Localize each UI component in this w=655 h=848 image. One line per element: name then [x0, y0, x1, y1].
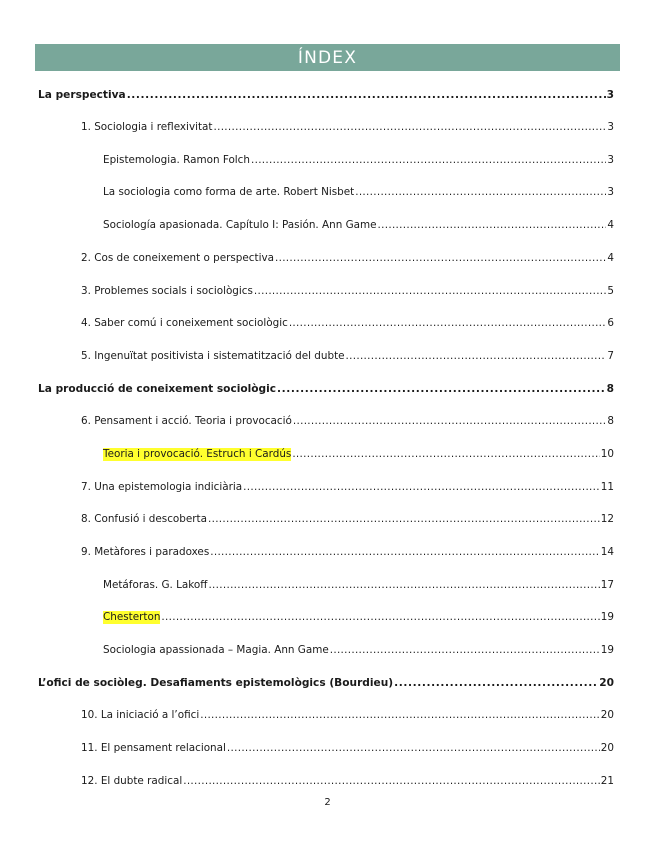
toc-entry[interactable] [81, 314, 614, 330]
toc-entry-label: Epistemologia. Ramon Folch [103, 154, 250, 166]
toc-entry-page: 3 [606, 89, 614, 101]
dot-leader [394, 677, 598, 690]
toc-entry-page: 8 [607, 415, 614, 427]
dot-leader [378, 219, 607, 232]
toc-entry[interactable] [103, 216, 614, 232]
toc-entry-page: 19 [600, 644, 614, 656]
toc-section-entry[interactable] [38, 674, 614, 690]
toc-entry[interactable] [81, 510, 614, 526]
toc-entry-page: 5 [607, 285, 614, 297]
dot-leader [200, 709, 600, 722]
toc-entry[interactable] [103, 641, 614, 657]
toc-entry-page: 17 [600, 579, 614, 591]
dot-leader [127, 89, 606, 102]
toc-entry-label: Sociologia apassionada – Magia. Ann Game [103, 644, 329, 656]
dot-leader [227, 742, 600, 755]
toc-entry-label: L’ofici de sociòleg. Desafiaments epistemològics (Bourdieu) [38, 677, 394, 689]
dot-leader [277, 383, 606, 396]
toc-entry-page: 4 [607, 252, 614, 264]
toc-entry[interactable] [81, 282, 614, 298]
toc-entry-label: 10. La iniciació a l’ofici [81, 709, 200, 721]
toc-entry[interactable] [81, 706, 614, 722]
toc-entry[interactable] [81, 543, 614, 559]
dot-leader [183, 775, 600, 788]
toc-entry[interactable] [103, 151, 614, 167]
toc-entry[interactable] [103, 445, 614, 461]
toc-entry-label: 5. Ingenuïtat positivista i sistematització del dubte [81, 350, 345, 362]
toc-section-entry[interactable] [38, 380, 614, 396]
dot-leader [355, 186, 606, 199]
toc-entry[interactable] [81, 347, 614, 363]
toc-entry-label: 3. Problemes socials i sociològics [81, 285, 253, 297]
toc-entry-page: 3 [607, 121, 614, 133]
toc-entry[interactable] [81, 118, 614, 134]
toc-entry-label: Sociología apasionada. Capítulo I: Pasión. Ann Game [103, 219, 377, 231]
toc-entry[interactable] [103, 576, 614, 592]
toc-entry-label: 2. Cos de coneixement o perspectiva [81, 252, 274, 264]
toc-entry-label: 12. El dubte radical [81, 775, 183, 787]
toc-entry[interactable] [81, 412, 614, 428]
toc-entry[interactable] [103, 183, 614, 199]
toc-entry-page: 4 [607, 219, 614, 231]
index-title-bar [35, 44, 620, 71]
dot-leader [243, 481, 600, 494]
toc-entry-page: 3 [607, 154, 614, 166]
dot-leader [208, 513, 600, 526]
toc-entry-page: 7 [607, 350, 614, 362]
toc-entry-page: 20 [600, 742, 614, 754]
dot-leader [293, 415, 606, 428]
toc-entry-label: La perspectiva [38, 89, 126, 101]
toc-entry-page: 3 [607, 186, 614, 198]
toc-entry-label: 11. El pensament relacional [81, 742, 226, 754]
dot-leader [292, 448, 599, 461]
toc-entry[interactable] [81, 739, 614, 755]
dot-leader [346, 350, 607, 363]
toc-entry-page: 8 [606, 383, 614, 395]
dot-leader [275, 252, 606, 265]
toc-entry-page: 20 [599, 677, 614, 689]
dot-leader [254, 285, 606, 298]
toc-entry-label: 1. Sociologia i reflexivitat [81, 121, 213, 133]
toc-entry[interactable] [81, 249, 614, 265]
toc-entry-label: 6. Pensament i acció. Teoria i provocació [81, 415, 292, 427]
dot-leader [214, 121, 607, 134]
toc-entry-page: 19 [600, 611, 614, 623]
dot-leader [161, 611, 599, 624]
toc-entry-page: 12 [600, 513, 614, 525]
toc-entry-label: 7. Una epistemologia indiciària [81, 481, 243, 493]
toc-entry-label: Metáforas. G. Lakoff [103, 579, 208, 591]
toc-entry[interactable] [81, 478, 614, 494]
dot-leader [289, 317, 607, 330]
toc-entry-page: 20 [600, 709, 614, 721]
toc-entry-label: 8. Confusió i descoberta [81, 513, 207, 525]
dot-leader [208, 579, 599, 592]
toc-entry-page: 6 [607, 317, 614, 329]
toc-entry-page: 14 [600, 546, 614, 558]
toc-entry-label: 9. Metàfores i paradoxes [81, 546, 210, 558]
page-number: 2 [324, 797, 331, 808]
dot-leader [330, 644, 600, 657]
toc-entry-label: Teoria i provocació. Estruch i Cardús [103, 448, 292, 460]
toc-entry[interactable] [103, 608, 614, 624]
dot-leader [251, 154, 606, 167]
dot-leader [210, 546, 600, 559]
toc-section-entry[interactable] [38, 86, 614, 102]
toc-entry-label: Chesterton [103, 611, 161, 623]
toc-entry-page: 11 [600, 481, 614, 493]
index-title: ÍNDEX [297, 47, 358, 68]
toc-entry-page: 21 [600, 775, 614, 787]
toc-entry-label: La sociologia como forma de arte. Robert Nisbet [103, 186, 355, 198]
toc-entry[interactable] [81, 772, 614, 788]
toc-entry-page: 10 [600, 448, 614, 460]
toc-entry-label: 4. Saber comú i coneixement sociològic [81, 317, 288, 329]
toc-entry-label: La producció de coneixement sociològic [38, 383, 277, 395]
